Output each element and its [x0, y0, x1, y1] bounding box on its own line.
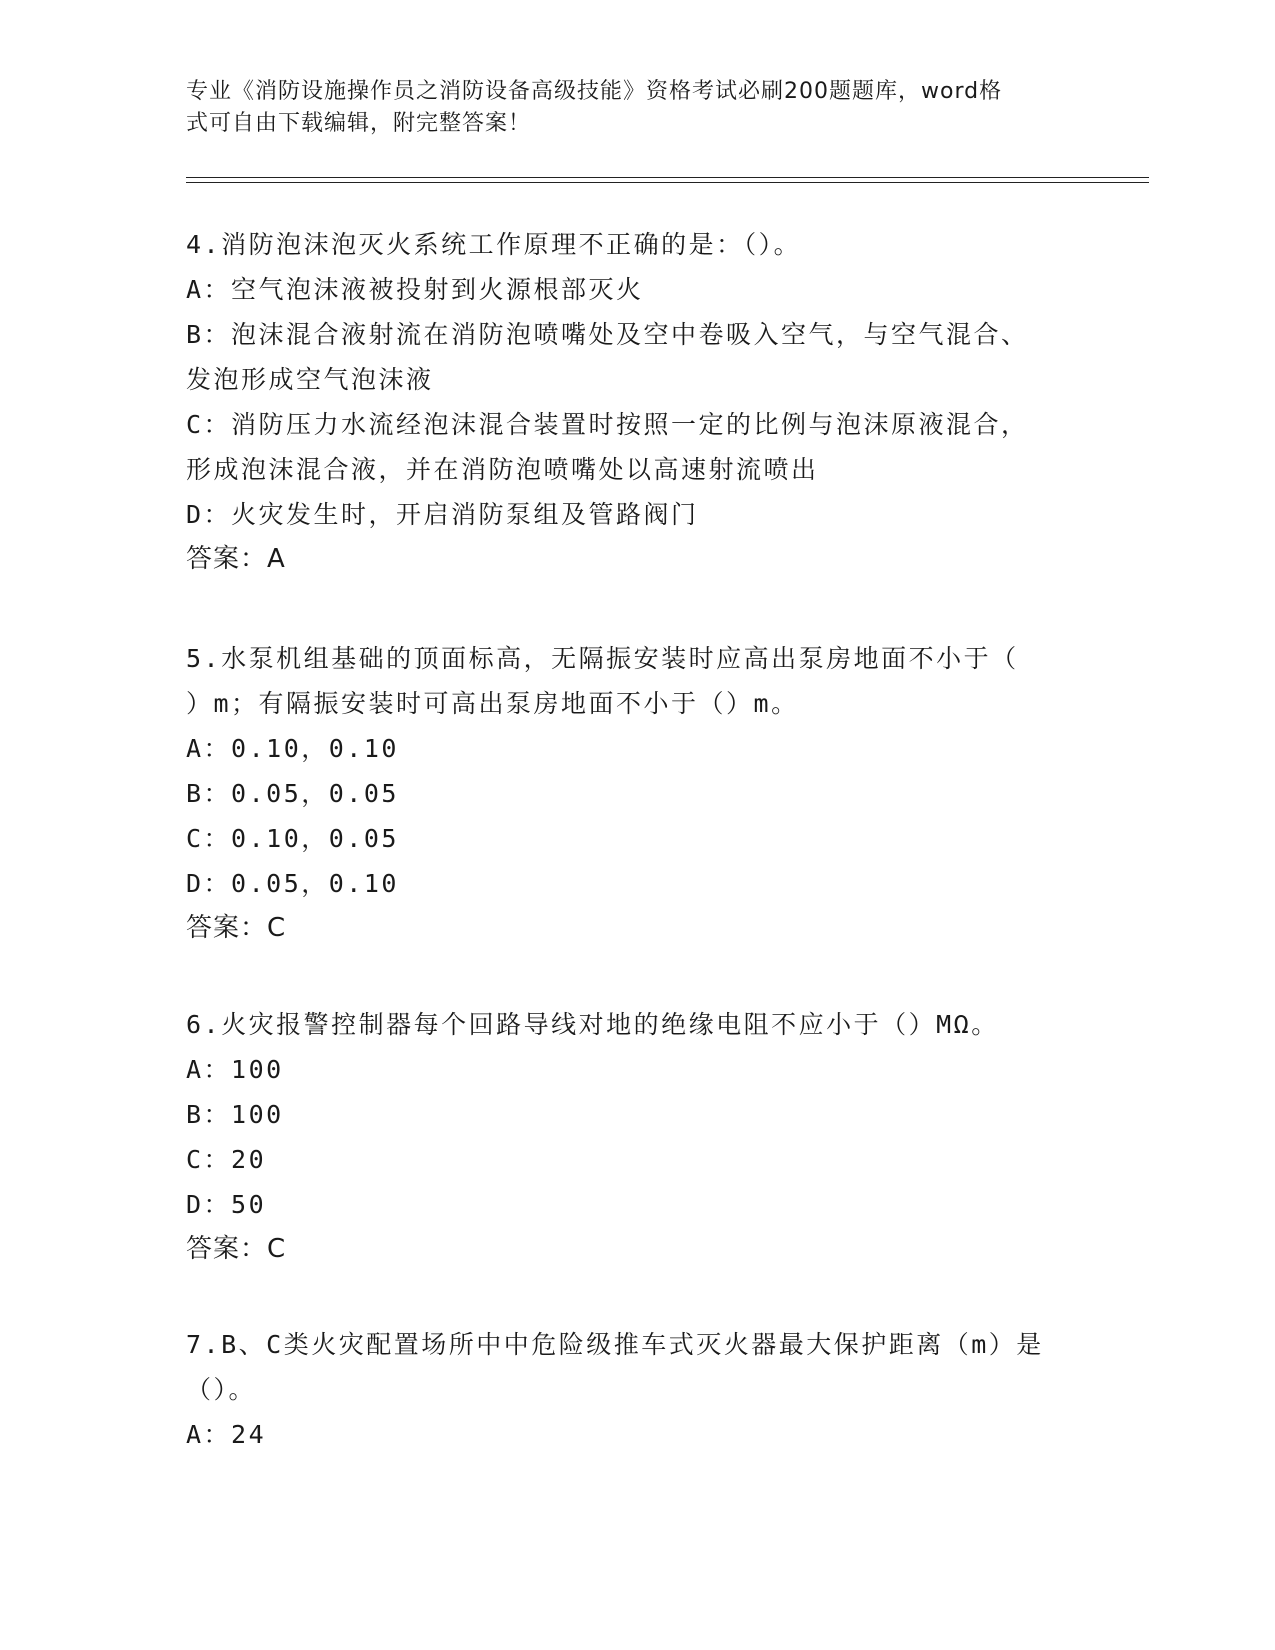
option-d: D：0.05，0.10	[186, 869, 399, 898]
option-a: A：空气泡沫液被投射到火源根部灭火	[186, 275, 644, 304]
question-stem: 6.火灾报警控制器每个回路导线对地的绝缘电阻不应小于（）MΩ。	[186, 1010, 999, 1039]
question-6	[186, 1002, 1086, 1272]
option-d: D：火灾发生时，开启消防泵组及管路阀门	[186, 500, 699, 529]
option-a: A：24	[186, 1420, 267, 1449]
document-header	[186, 76, 1066, 140]
option-c-continued: 形成泡沫混合液，并在消防泡喷嘴处以高速射流喷出	[186, 455, 819, 484]
option-a: A：0.10，0.10	[186, 734, 399, 763]
question-5	[186, 636, 1086, 951]
option-b: B：0.05，0.05	[186, 779, 399, 808]
option-b: B：100	[186, 1100, 284, 1129]
option-a: A：100	[186, 1055, 284, 1084]
answer: 答案：C	[186, 913, 287, 943]
question-stem: 7.B、C类火灾配置场所中中危险级推车式灭火器最大保护距离（m）是	[186, 1330, 1044, 1359]
header-divider-bottom	[186, 182, 1149, 183]
option-c: C：消防压力水流经泡沫混合装置时按照一定的比例与泡沫原液混合，	[186, 410, 1029, 439]
question-7	[186, 1322, 1086, 1457]
option-d: D：50	[186, 1190, 267, 1219]
question-stem: 4.消防泡沫泡灭火系统工作原理不正确的是：（）。	[186, 230, 802, 259]
option-c: C：20	[186, 1145, 267, 1174]
header-line-1: 专业《消防设施操作员之消防设备高级技能》资格考试必刷200题题库，word格	[186, 79, 1003, 104]
option-b-continued: 发泡形成空气泡沫液	[186, 365, 434, 394]
question-4	[186, 222, 1086, 582]
option-b: B：泡沫混合液射流在消防泡喷嘴处及空中卷吸入空气，与空气混合、	[186, 320, 1029, 349]
option-c: C：0.10，0.05	[186, 824, 399, 853]
question-stem: 5.水泵机组基础的顶面标高，无隔振安装时应高出泵房地面不小于（	[186, 644, 1019, 673]
answer: 答案：A	[186, 544, 286, 574]
header-divider-top	[186, 177, 1149, 178]
question-stem-continued: ）m；有隔振安装时可高出泵房地面不小于（）m。	[186, 689, 799, 718]
answer: 答案：C	[186, 1234, 287, 1264]
question-stem-continued: （）。	[186, 1375, 257, 1404]
header-line-2: 式可自由下载编辑，附完整答案！	[186, 111, 532, 136]
